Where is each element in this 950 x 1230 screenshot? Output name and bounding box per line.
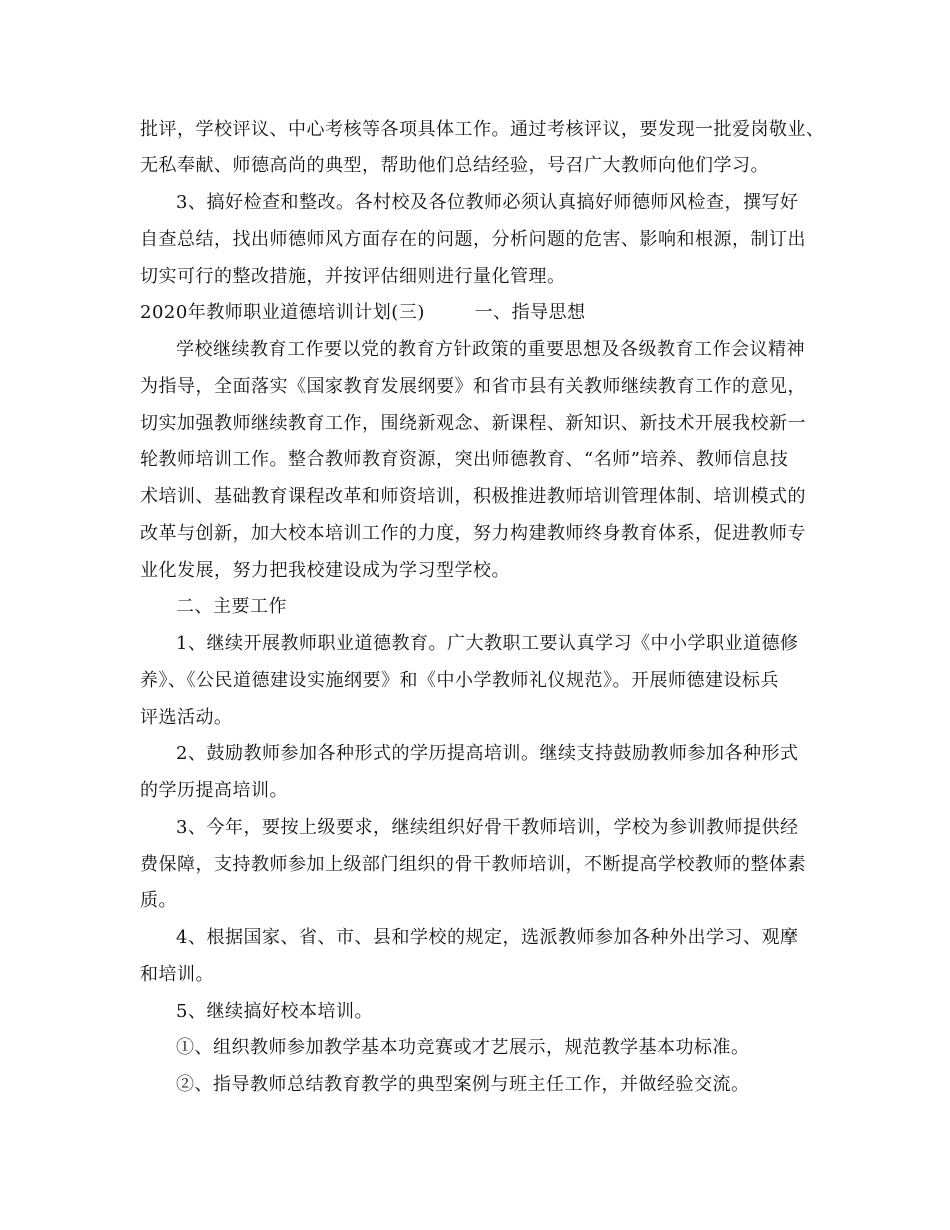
- subheading: 二、主要工作: [176, 596, 287, 617]
- text-line: 轮教师培训工作。整合教师教育资源，突出师德教育、“名师”培养、教师信息技: [140, 449, 789, 470]
- text-line: 2、鼓励教师参加各种形式的学历提高培训。继续支持鼓励教师参加各种形式: [176, 743, 799, 764]
- text-line: 为指导，全面落实《国家教育发展纲要》和省市县有关教师继续教育工作的意见，: [140, 376, 806, 397]
- text-line: 改革与创新，加大校本培训工作的力度，努力构建教师终身教育体系，促进教师专: [140, 523, 806, 544]
- text-line: 评选活动。: [140, 707, 233, 728]
- text-line: 业化发展，努力把我校建设成为学习型学校。: [140, 560, 510, 581]
- text-line: 批评，学校评议、中心考核等各项具体工作。通过考核评议，要发现一批爱岗敬业、: [140, 119, 825, 140]
- text-line: 术培训、基础教育课程改革和师资培训，积极推进教师培训管理体制、培训模式的: [140, 486, 806, 507]
- text-line: 3、搞好检查和整改。各村校及各位教师必须认真搞好师德师风检查，撰写好: [176, 192, 799, 213]
- text-line: 无私奉献、师德高尚的典型，帮助他们总结经验，号召广大教师向他们学习。: [140, 155, 769, 176]
- text-line: 养》、《公民道德建设实施纲要》和《中小学教师礼仪规范》。开展师德建设标兵: [140, 670, 779, 691]
- text-line: 1、继续开展教师职业道德教育。广大教职工要认真学习《中小学职业道德修: [176, 633, 799, 654]
- text-line: 学校继续教育工作要以党的教育方针政策的重要思想及各级教育工作会议精神: [176, 339, 805, 360]
- text-line: 3、今年，要按上级要求，继续组织好骨干教师培训，学校为参训教师提供经: [176, 817, 799, 838]
- text-line: 自查总结，找出师德师风方面存在的问题，分析问题的危害、影响和根源，制订出: [140, 229, 806, 250]
- section-heading: 2020年教师职业道德培训计划(三) 一、指导思想: [140, 302, 586, 323]
- text-line: 切实加强教师继续教育工作，围绕新观念、新课程、新知识、新技术开展我校新一: [140, 413, 806, 434]
- text-line: 切实可行的整改措施，并按评估细则进行量化管理。: [140, 266, 566, 287]
- text-line: ②、指导教师总结教育教学的典型案例与班主任工作，并做经验交流。: [176, 1074, 750, 1095]
- text-line: 质。: [140, 890, 177, 911]
- text-line: 4、根据国家、省、市、县和学校的规定，选派教师参加各种外出学习、观摩: [176, 927, 799, 948]
- text-line: 费保障，支持教师参加上级部门组织的骨干教师培训，不断提高学校教师的整体素: [140, 854, 806, 875]
- text-line: ①、组织教师参加教学基本功竞赛或才艺展示，规范教学基本功标准。: [176, 1037, 750, 1058]
- text-line: 5、继续搞好校本培训。: [176, 1001, 373, 1022]
- text-line: 的学历提高培训。: [140, 780, 288, 801]
- text-line: 和培训。: [140, 964, 214, 985]
